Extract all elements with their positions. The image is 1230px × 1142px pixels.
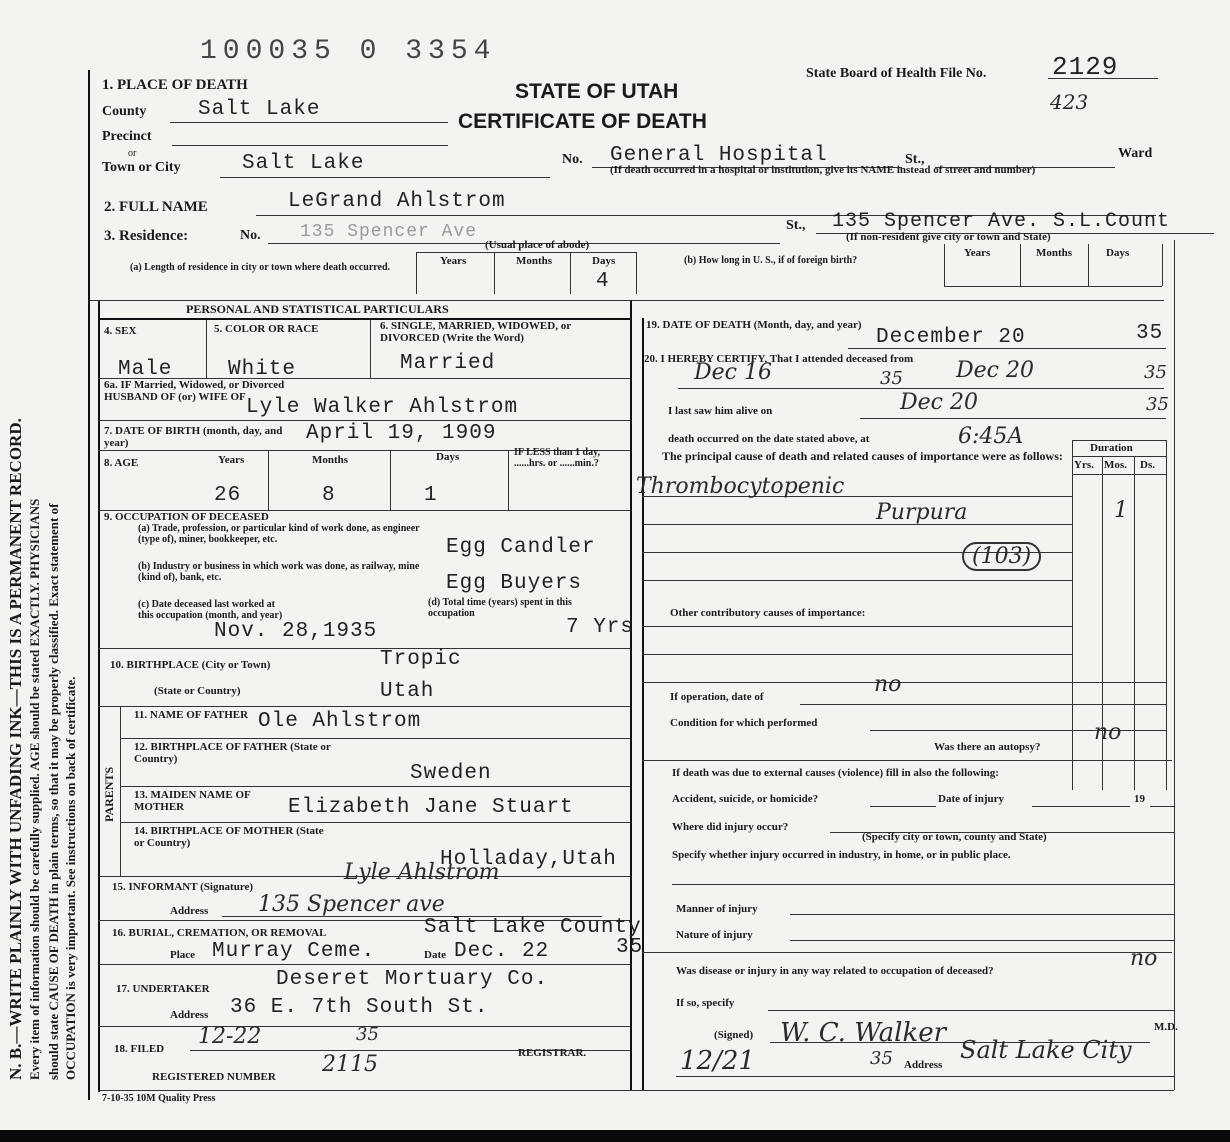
dob-value: April 19, 1909 <box>306 422 497 445</box>
manner-label: Manner of injury <box>676 903 758 915</box>
cause-1: Thrombocytopenic <box>636 474 845 499</box>
signed-address: Salt Lake City <box>960 1036 1132 1064</box>
sidebar-line-3: should state CAUSE OF DEATH in plain terms, so that it may be properly classified. Exact statement of <box>46 503 61 1080</box>
burial-year: 35 <box>616 936 644 959</box>
occ-c-value: Nov. 28,1935 <box>214 620 378 643</box>
file-no-value: 2129 <box>1052 52 1119 82</box>
father-value: Ole Ahlstrom <box>258 710 422 733</box>
personal-heading: PERSONAL AND STATISTICAL PARTICULARS <box>186 302 449 316</box>
residence-st-label: St., <box>786 218 806 233</box>
duration-mos: Mos. <box>1104 459 1127 471</box>
last-saw-label: I last saw him alive on <box>668 405 773 417</box>
burial-date: Dec. 22 <box>454 940 550 963</box>
residence-no-value: 135 Spencer Ave <box>300 222 478 242</box>
informant-address: 135 Spencer ave <box>258 892 445 917</box>
county-value: Salt Lake <box>198 98 321 121</box>
full-name-value: LeGrand Ahlstrom <box>288 190 506 213</box>
hospital-note: (If death occurred in a hospital or institution, give its NAME instead of street and number) <box>610 164 1036 176</box>
mother-value: Elizabeth Jane Stuart <box>288 796 574 819</box>
place-of-death-heading: 1. PLACE OF DEATH <box>102 77 248 93</box>
state-title: STATE OF UTAH <box>515 80 679 103</box>
cause-label: The principal cause of death and related causes of importance were as follows: <box>662 449 1063 463</box>
cause-2: Purpura <box>876 500 968 525</box>
informant-address-label: Address <box>170 905 209 917</box>
injury-year: 19 <box>1134 793 1145 805</box>
birthplace-label: 10. BIRTHPLACE (City or Town) <box>110 659 271 671</box>
dod-value: December 20 <box>876 326 1026 349</box>
age-label: 8. AGE <box>104 457 139 469</box>
precinct-label: Precinct <box>102 129 152 144</box>
mother-birthplace-label: 14. BIRTHPLACE OF MOTHER (State or Country) <box>134 825 324 849</box>
specify-note: (Specify city or town, county and State) <box>862 831 1047 843</box>
nature-label: Nature of injury <box>676 929 753 941</box>
occ-b-value: Egg Buyers <box>446 572 583 595</box>
print-footer: 7-10-35 10M Quality Press <box>102 1093 216 1104</box>
duration-yrs: Yrs. <box>1074 459 1094 471</box>
age-years-label: Years <box>218 454 245 466</box>
occ-c-label: (c) Date deceased last worked at this occupation (month, and year) <box>138 599 283 621</box>
informant-label: 15. INFORMANT (Signature) <box>112 881 254 893</box>
age-days-label: Days <box>436 451 460 463</box>
attended-to-year: 35 <box>1144 362 1167 383</box>
condition-label: Condition for which performed <box>670 717 818 729</box>
undertaker-address: 36 E. 7th South St. <box>230 996 489 1019</box>
where-label: Where did injury occur? <box>672 821 789 833</box>
signed-year: 35 <box>870 1048 893 1069</box>
color-label: 5. COLOR OR RACE <box>214 323 319 335</box>
burial-place-label: Place <box>170 949 196 961</box>
attended-to: Dec 20 <box>956 358 1034 383</box>
operation-value: no <box>874 672 902 697</box>
age-months-label: Months <box>312 454 349 466</box>
birthplace-city: Tropic <box>380 648 462 671</box>
birthplace-state: Utah <box>380 680 435 703</box>
industry-label: Specify whether injury occurred in industry, in home, or in public place. <box>672 849 1011 861</box>
nonresident-note: (If non-resident give city or town and State) <box>846 231 1051 243</box>
burial-label: 16. BURIAL, CREMATION, OR REMOVAL <box>112 927 327 939</box>
signed-date: 12/21 <box>680 1046 755 1076</box>
registered-number-label: REGISTERED NUMBER <box>152 1071 276 1083</box>
sex-value: Male <box>118 358 173 381</box>
or-label: or <box>128 148 137 159</box>
autopsy-value: no <box>1094 720 1122 745</box>
age-years-value: 26 <box>214 484 242 507</box>
res-days-value: 4 <box>596 270 610 293</box>
registrar-label: REGISTRAR. <box>518 1047 587 1059</box>
burial-value: Salt Lake County <box>424 916 642 939</box>
mother-birthplace-value: Holladay,Utah <box>440 848 617 871</box>
md-label: M.D. <box>1154 1021 1178 1033</box>
full-name-label: 2. FULL NAME <box>104 199 208 215</box>
ward-label: Ward <box>1118 146 1153 161</box>
occ-b-label: (b) Industry or business in which work was done, as railway, mine (kind of), bank, etc. <box>138 561 420 583</box>
length-residence-label: (a) Length of residence in city or town where death occurred. <box>130 262 391 273</box>
certify-label: 20. I HEREBY CERTIFY, That I attended deceased from <box>644 353 914 365</box>
father-birthplace-value: Sweden <box>410 762 492 785</box>
injury-date-label: Date of injury <box>938 793 1004 805</box>
age-days-value: 1 <box>424 484 438 507</box>
sex-label: 4. SEX <box>104 325 137 337</box>
hospital-value: General Hospital <box>610 144 828 167</box>
file-no-label: State Board of Health File No. <box>806 66 987 81</box>
us-days-header: Days <box>1106 247 1130 259</box>
external-label: If death was due to external causes (violence) fill in also the following: <box>672 767 999 779</box>
filed-label: 18. FILED <box>114 1043 165 1055</box>
father-birthplace-label: 12. BIRTHPLACE OF FATHER (State or Country) <box>134 741 331 765</box>
filed-year: 35 <box>356 1024 379 1045</box>
undertaker-value: Deseret Mortuary Co. <box>276 968 549 991</box>
occupation-related-label: Was disease or injury in any way related to occupation of deceased? <box>676 965 994 977</box>
serial-number: 100035 0 3354 <box>200 36 497 67</box>
dod-label: 19. DATE OF DEATH (Month, day, and year) <box>646 319 862 331</box>
county-label: County <box>102 104 147 119</box>
registered-number-value: 2115 <box>322 1052 378 1077</box>
duration-ds: Ds. <box>1140 459 1155 471</box>
no-label: No. <box>562 152 583 167</box>
sidebar-line-2: Every item of information should be carefully supplied. AGE should be stated EXACTLY. PHYSICIANS <box>27 498 42 1080</box>
color-value: White <box>228 358 297 381</box>
res-years-header: Years <box>440 255 467 267</box>
undertaker-address-label: Address <box>170 1009 209 1021</box>
signed-address-label: Address <box>904 1059 943 1071</box>
operation-label: If operation, date of <box>670 691 764 703</box>
town-value: Salt Lake <box>242 152 365 175</box>
burial-place: Murray Ceme. <box>212 940 376 963</box>
physician-signature: W. C. Walker <box>780 1018 947 1048</box>
sidebar-line-1: N. B.—WRITE PLAINLY WITH UNFADING INK—THIS IS A PERMANENT RECORD. <box>6 418 25 1080</box>
contributory-label: Other contributory causes of importance: <box>670 607 866 619</box>
us-length-label: (b) How long in U. S., if of foreign birth? <box>684 255 858 266</box>
father-label: 11. NAME OF FATHER <box>134 709 249 721</box>
attended-from: Dec 16 <box>694 360 772 385</box>
undertaker-label: 17. UNDERTAKER <box>116 983 210 995</box>
residence-no-label: No. <box>240 228 261 243</box>
us-years-header: Years <box>964 247 991 259</box>
marital-label: 6. SINGLE, MARRIED, WIDOWED, or DIVORCED (Write the Word) <box>380 320 571 344</box>
occupation-related-value: no <box>1130 946 1158 971</box>
attended-from-year: 35 <box>880 368 903 389</box>
parents-label: PARENTS <box>102 766 116 822</box>
scan-edge <box>0 1130 1230 1142</box>
spouse-label: 6a. IF Married, Widowed, or Divorced HUSBAND OF (or) WIFE OF <box>104 379 285 403</box>
occurred-label: death occurred on the date stated above, at <box>668 433 870 445</box>
death-time: 6:45A <box>958 424 1024 449</box>
dob-label: 7. DATE OF BIRTH (month, day, and year) <box>104 425 283 449</box>
certificate-title: CERTIFICATE OF DEATH <box>458 110 707 133</box>
accident-label: Accident, suicide, or homicide? <box>672 793 819 805</box>
res-months-header: Months <box>516 255 553 267</box>
residence-label: 3. Residence: <box>104 228 189 244</box>
duration-mos-value: 1 <box>1114 498 1128 523</box>
dod-year: 35 <box>1136 322 1164 345</box>
state-country-label: (State or Country) <box>154 685 241 697</box>
local-no: 423 <box>1050 90 1089 114</box>
occ-d-label: (d) Total time (years) spent in this occupation <box>428 597 572 619</box>
if-so-label: If so, specify <box>676 997 735 1009</box>
last-saw-year: 35 <box>1146 394 1169 415</box>
age-months-value: 8 <box>322 484 336 507</box>
filed-value: 12-22 <box>198 1024 262 1049</box>
duration-label: Duration <box>1090 442 1133 454</box>
st-label: St., <box>905 152 925 167</box>
occupation-label: 9. OCCUPATION OF DECEASED <box>104 511 269 523</box>
occ-d-value: 7 Yrs <box>566 616 635 639</box>
usual-abode-note: (Usual place of abode) <box>485 239 590 251</box>
us-months-header: Months <box>1036 247 1073 259</box>
mother-label: 13. MAIDEN NAME OF MOTHER <box>134 789 251 813</box>
spouse-value: Lyle Walker Ahlstrom <box>246 396 519 419</box>
autopsy-label: Was there an autopsy? <box>934 741 1041 753</box>
informant-signature: Lyle Ahlstrom <box>344 860 500 885</box>
res-days-header: Days <box>592 255 616 267</box>
town-label: Town or City <box>102 160 181 175</box>
occ-a-value: Egg Candler <box>446 536 596 559</box>
less-than-day: IF LESS than 1 day, ......hrs. or ......min.? <box>514 447 601 469</box>
burial-date-label: Date <box>424 949 446 961</box>
last-saw-value: Dec 20 <box>900 390 978 415</box>
signed-label: (Signed) <box>714 1029 754 1041</box>
marital-value: Married <box>400 352 496 375</box>
sidebar-line-4: OCCUPATION is very important. See instructions on back of certificate. <box>63 676 78 1080</box>
cause-code: (103) <box>962 542 1041 571</box>
occ-a-label: (a) Trade, profession, or particular kind of work done, as engineer (type of), miner, bookkeeper, etc. <box>138 523 420 545</box>
residence-st-value: 135 Spencer Ave. S.L.Count <box>832 210 1171 233</box>
